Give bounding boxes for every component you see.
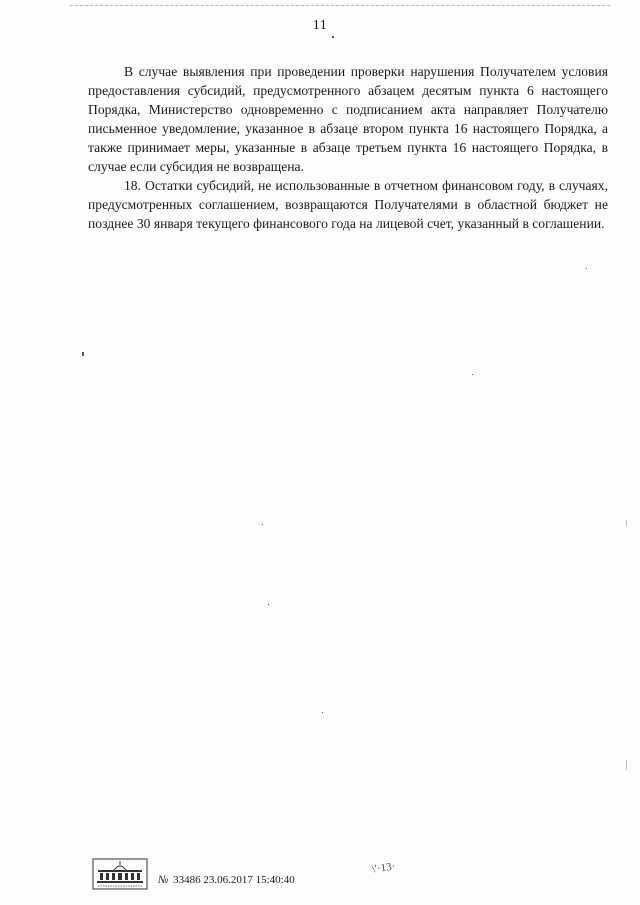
- page-number: 11: [312, 18, 328, 33]
- scan-speck: [626, 520, 627, 526]
- scan-speck: [472, 374, 473, 375]
- building-seal-icon: [92, 858, 148, 890]
- registration-stamp: [158, 874, 295, 886]
- document-body: [88, 62, 608, 233]
- number-sign: №: [158, 874, 169, 886]
- paragraph-violation-notice: В случае выявления при проведении проверки нарушения Получателем условия предоставления субсидий, предусмотренного абзацем десятым пункта 6 настоящего Порядка, Министерство одновременно с подписанием акта направляет Получателю письменное уведомление, указанное в абзаце втором пункта 16 настоящего Порядка, а также принимает меры, указанные в абзаце третьем пункта 16 настоящего Порядка, в случае если субсидия не возвращена.: [88, 64, 608, 174]
- handwritten-mark: \'·13·: [371, 860, 397, 876]
- scan-speck: [262, 524, 263, 525]
- scan-speck: [322, 712, 323, 713]
- scan-speck: [82, 352, 84, 356]
- registration-number-timestamp: 33486 23.06.2017 15:40:40: [173, 874, 295, 886]
- scan-top-edge: [70, 5, 610, 6]
- scan-speck: [626, 760, 627, 770]
- registration-footer: [92, 858, 392, 892]
- scan-speck: [268, 604, 269, 605]
- scan-speck: [586, 268, 587, 269]
- scan-speck: [332, 36, 334, 38]
- paragraph-18-subsidy-remainders: 18. Остатки субсидий, не использованные в отчетном финансовом году, в случаях, предусмотренных соглашением, возвращаются Получателями в областной бюджет не позднее 30 января текущего финансового года на лицевой счет, указанный в соглашении.: [88, 178, 608, 231]
